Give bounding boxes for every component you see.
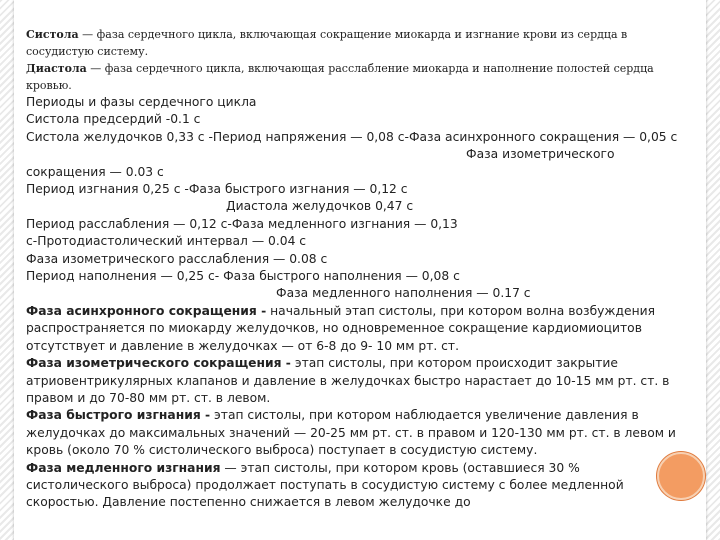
phase-term: Фаза изометрического сокращения - xyxy=(26,356,291,371)
cycle-periods-block xyxy=(26,94,686,303)
phase-text: этап систолы, при котором происходит закрытие атриовентрикулярных клапанов и давление в желудочках быстро нарастает до 10-15 мм рт. ст. в правом и до 70-80 мм рт. ст. в левом. xyxy=(26,356,670,405)
phase-paragraph xyxy=(26,460,686,512)
text-line: Период наполнения — 0,25 с- Фаза быстрого наполнения — 0,08 с xyxy=(26,269,460,284)
phase-paragraph xyxy=(26,303,686,355)
definition-text: — фаза сердечного цикла, включающая сокращение миокарда и изгнание крови из сердца в сосудистую систему. xyxy=(26,28,628,58)
phase-text: — этап систолы, при котором кровь (оставшиеся 30 % систолического выброса) продолжает поступать в сосудистую систему с более медленной скоростью. Давление постепенно снижается в левом желудочке до xyxy=(26,460,624,510)
phase-term: Фаза медленного изгнания xyxy=(26,460,221,475)
text-line: Фаза медленного наполнения — 0.17 с xyxy=(276,286,531,301)
definitions-block xyxy=(26,26,686,94)
definition-text: — фаза сердечного цикла, включающая расслабление миокарда и наполнение полостей сердца кровью. xyxy=(26,62,654,92)
left-decorative-stripes xyxy=(0,0,14,540)
text-line: с-Протодиастолический интервал — 0.04 с xyxy=(26,234,307,249)
phase-paragraph xyxy=(26,355,686,407)
text-line: Период изгнания 0,25 с -Фаза быстрого изгнания — 0,12 с xyxy=(26,182,408,197)
phase-term: Фаза асинхронного сокращения - xyxy=(26,303,267,318)
decorative-circle xyxy=(657,452,705,500)
slide xyxy=(14,0,706,540)
text-line: Фаза изометрического расслабления — 0.08 с xyxy=(26,251,328,266)
right-decorative-stripes xyxy=(706,0,720,540)
phase-text: этап систолы, при котором наблюдается увеличение давления в желудочках до максимальных значений — 20-25 мм рт. ст. в правом и 120-130 мм рт. ст. в левом и кровь (около 70 % систолического выброса) поступает в сосудистую систему. xyxy=(26,408,676,458)
term-systole: Систола xyxy=(26,28,79,41)
text-line: Систола предсердий -0.1 с xyxy=(26,112,201,127)
text-line: Диастола желудочков 0,47 с xyxy=(226,199,414,214)
text-line: Систола желудочков 0,33 с -Период напряжения — 0,08 с-Фаза асинхронного сокращения — 0,05 с xyxy=(26,129,678,144)
phase-text: начальный этап систолы, при котором волна возбуждения распространяется по миокарду желудочков, но одновременное сокращение кардиомиоцитов отсутствует и давление в желудочках — от 6-8 до 9- 10 мм рт. ст. xyxy=(26,303,655,353)
definition-systole xyxy=(26,26,686,60)
text-line: Фаза изометрического xyxy=(466,147,615,162)
definition-diastole xyxy=(26,60,686,94)
term-diastole: Диастола xyxy=(26,62,87,75)
phase-paragraph xyxy=(26,407,686,459)
phase-term: Фаза быстрого изгнания - xyxy=(26,408,211,423)
text-line: Период расслабления — 0,12 с-Фаза медленного изгнания — 0,13 xyxy=(26,216,458,231)
phase-definitions-block xyxy=(26,303,686,512)
slide-content xyxy=(26,26,686,512)
text-line: сокращения — 0.03 с xyxy=(26,164,164,179)
section-heading: Периоды и фазы сердечного цикла xyxy=(26,95,257,109)
